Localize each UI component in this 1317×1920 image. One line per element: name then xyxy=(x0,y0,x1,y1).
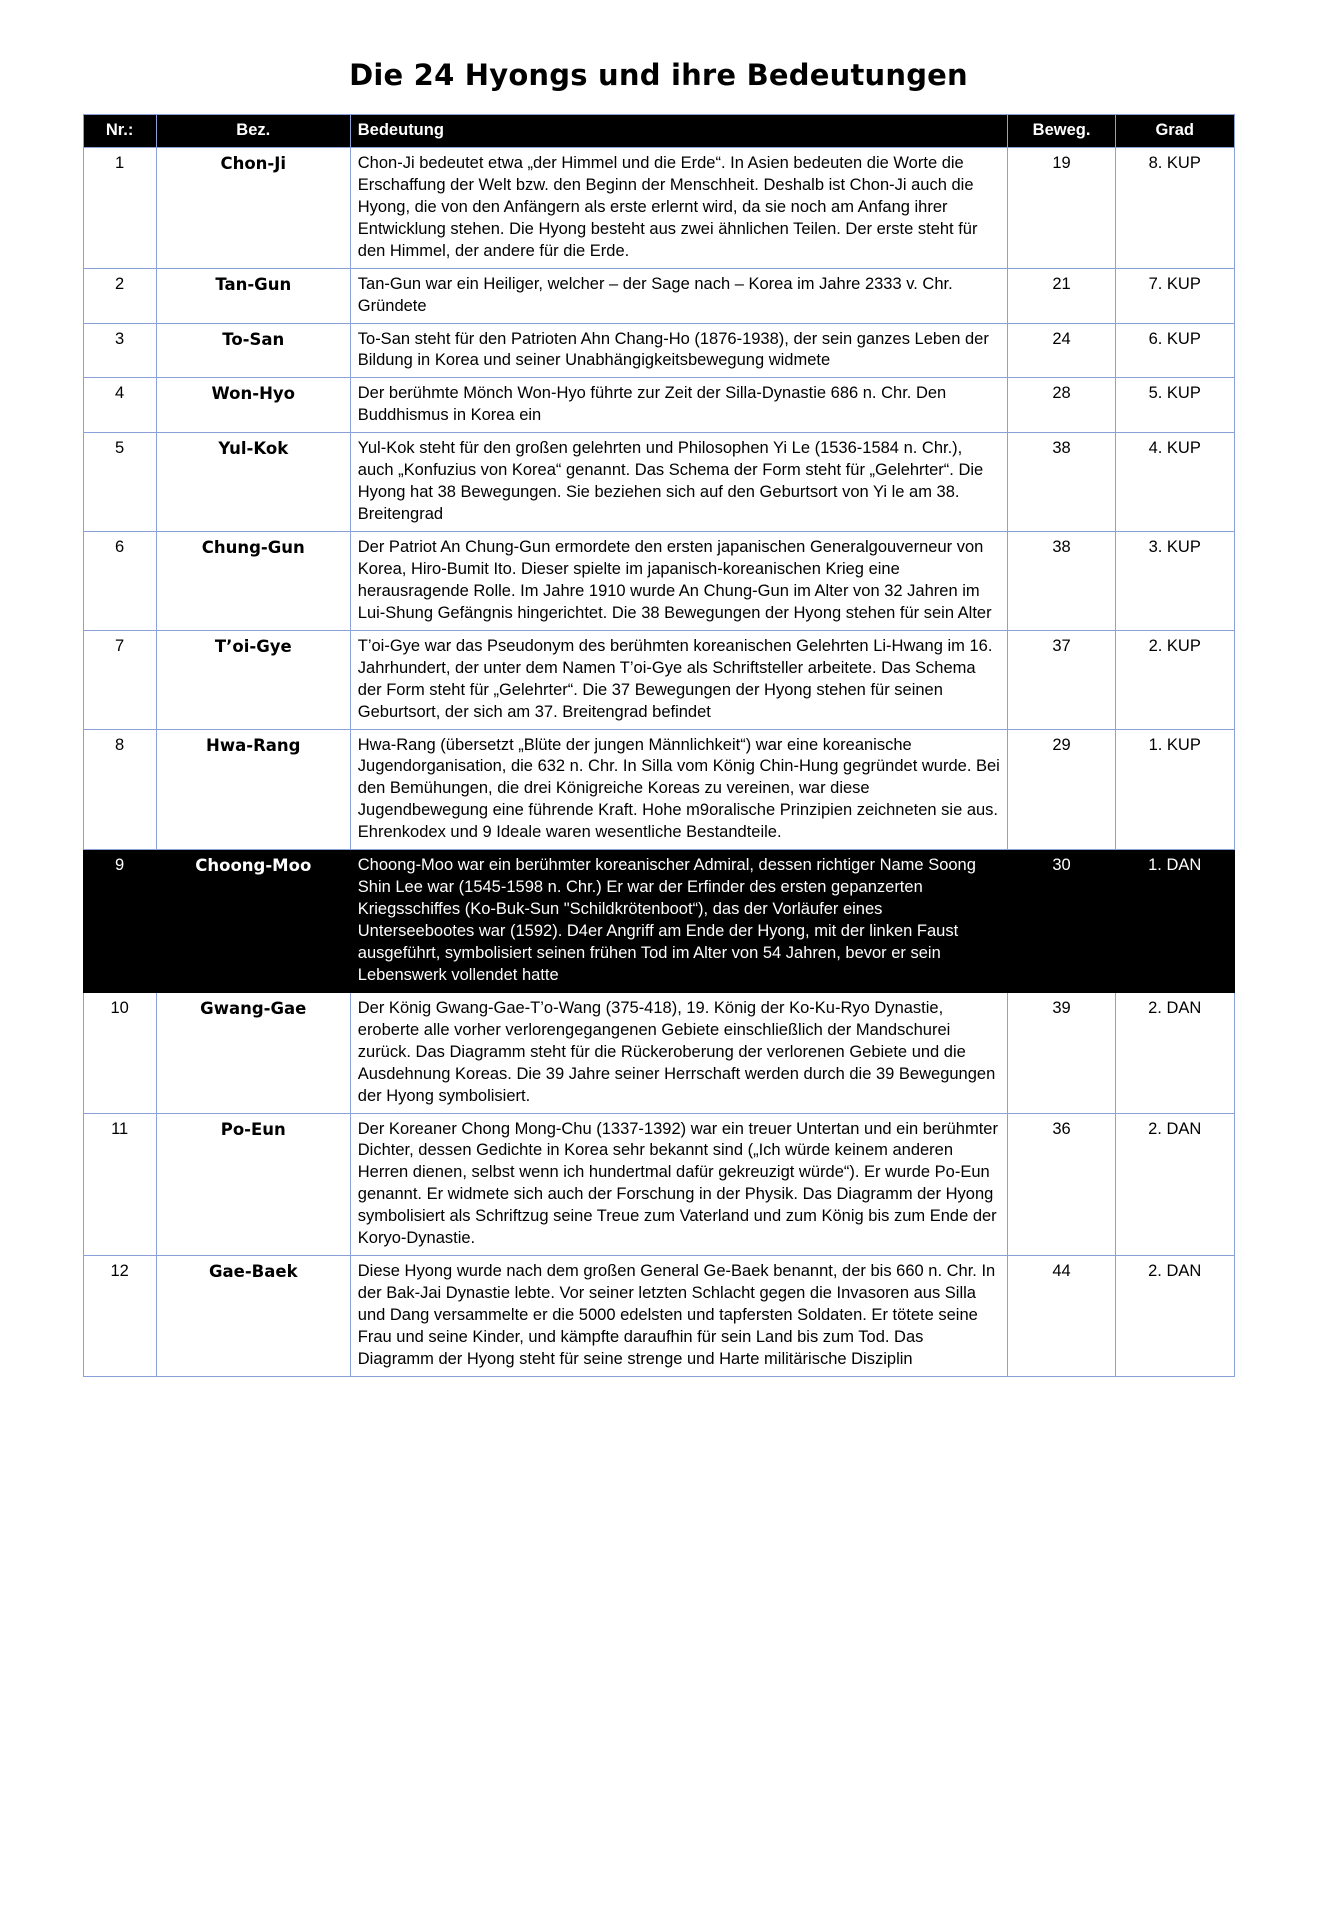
table-row xyxy=(83,378,1234,433)
table-row xyxy=(83,147,1234,268)
cell-grade: 3. KUP xyxy=(1115,532,1234,631)
column-header-grad: Grad xyxy=(1115,115,1234,148)
cell-designation: Chon-Ji xyxy=(156,147,350,268)
cell-meaning: To-San steht für den Patrioten Ahn Chang-Ho (1876-1938), der sein ganzes Leben der Bildung in Korea und seiner Unabhängigkeitsbewegung widmete xyxy=(350,323,1007,378)
cell-number: 3 xyxy=(83,323,156,378)
cell-number: 8 xyxy=(83,729,156,850)
page-title: Die 24 Hyongs und ihre Bedeutungen xyxy=(349,58,968,92)
cell-designation: Po-Eun xyxy=(156,1113,350,1256)
cell-movements: 21 xyxy=(1008,268,1116,323)
cell-movements: 28 xyxy=(1008,378,1116,433)
cell-meaning: Der berühmte Mönch Won-Hyo führte zur Zeit der Silla-Dynastie 686 n. Chr. Den Buddhismus in Korea ein xyxy=(350,378,1007,433)
hyong-table xyxy=(83,114,1235,1377)
cell-meaning: Chon-Ji bedeutet etwa „der Himmel und die Erde“. In Asien bedeuten die Worte die Erschaffung der Welt bzw. den Beginn der Menschheit. Deshalb ist Chon-Ji auch die Hyong, die von den Anfängern als erste erlernt wird, da sie noch am Anfang ihrer Entwicklung stehen. Die Hyong besteht aus zwei ähnlichen Teilen. Der erste steht für den Himmel, der andere für die Erde. xyxy=(350,147,1007,268)
cell-grade: 2. DAN xyxy=(1115,1256,1234,1377)
cell-number: 10 xyxy=(83,992,156,1113)
table-row xyxy=(83,1256,1234,1377)
cell-number: 9 xyxy=(83,850,156,993)
cell-meaning: Choong-Moo war ein berühmter koreanischer Admiral, dessen richtiger Name Soong Shin Lee war (1545-1598 n. Chr.) Er war der Erfinder des ersten gepanzerten Kriegsschiffes (Ko-Buk-Sun "Schildkrötenboot“), das der Vorläufer eines Unterseebootes war (1592). D4er Angriff am Ende der Hyong, mit der linken Faust ausgeführt, symbolisiert seinen frühen Tod im Alter von 54 Jahren, bevor er sein Lebenswerk vollendet hatte xyxy=(350,850,1007,993)
cell-grade: 2. DAN xyxy=(1115,992,1234,1113)
cell-designation: Chung-Gun xyxy=(156,532,350,631)
cell-meaning: Hwa-Rang (übersetzt „Blüte der jungen Männlichkeit“) war eine koreanische Jugendorganisation, die 632 n. Chr. In Silla vom König Chin-Hung gegründet wurde. Bei den Bemühungen, die drei Königreiche Koreas zu vereinen, war diese Jugendbewegung eine führende Kraft. Hohe m9oralische Prinzipien zeichneten sie aus. Ehrenkodex und 9 Ideale waren wesentliche Bestandteile. xyxy=(350,729,1007,850)
table-row xyxy=(83,532,1234,631)
cell-movements: 44 xyxy=(1008,1256,1116,1377)
column-header-beweg: Beweg. xyxy=(1008,115,1116,148)
table-row xyxy=(83,850,1234,993)
cell-designation: Hwa-Rang xyxy=(156,729,350,850)
cell-meaning: Der Patriot An Chung-Gun ermordete den ersten japanischen Generalgouverneur von Korea, Hiro-Bumit Ito. Dieser spielte im japanisch-koreanischen Krieg eine herausragende Rolle. Im Jahre 1910 wurde An Chung-Gun im Alter von 32 Jahren im Lui-Shung Gefängnis hingerichtet. Die 38 Bewegungen der Hyong stehen für sein Alter xyxy=(350,532,1007,631)
table-row xyxy=(83,323,1234,378)
column-header-bedeutung: Bedeutung xyxy=(350,115,1007,148)
cell-movements: 39 xyxy=(1008,992,1116,1113)
cell-designation: Yul-Kok xyxy=(156,433,350,532)
cell-designation: To-San xyxy=(156,323,350,378)
table-row xyxy=(83,1113,1234,1256)
cell-grade: 1. KUP xyxy=(1115,729,1234,850)
cell-designation: Gae-Baek xyxy=(156,1256,350,1377)
cell-grade: 1. DAN xyxy=(1115,850,1234,993)
cell-grade: 2. KUP xyxy=(1115,630,1234,729)
cell-designation: Won-Hyo xyxy=(156,378,350,433)
cell-movements: 37 xyxy=(1008,630,1116,729)
table-row xyxy=(83,433,1234,532)
cell-number: 7 xyxy=(83,630,156,729)
cell-movements: 19 xyxy=(1008,147,1116,268)
table-row xyxy=(83,992,1234,1113)
cell-meaning: Der Koreaner Chong Mong-Chu (1337-1392) war ein treuer Untertan und ein berühmter Dichter, dessen Gedichte in Korea sehr bekannt sind („Ich würde keinem anderen Herren dienen, selbst wenn ich hundertmal dafür gekreuzigt würde“). Er wurde Po-Eun genannt. Er widmete sich auch der Forschung in der Physik. Das Diagramm der Hyong symbolisiert als Schriftzug seine Treue zum Vaterland und zum König bis zum Ende der Koryo-Dynastie. xyxy=(350,1113,1007,1256)
cell-meaning: T’oi-Gye war das Pseudonym des berühmten koreanischen Gelehrten Li-Hwang im 16. Jahrhundert, der unter dem Namen T’oi-Gye als Schriftsteller arbeitete. Das Schema der Form steht für „Gelehrter“. Die 37 Bewegungen der Hyong stehen für seinen Geburtsort, der sich am 37. Breitengrad befindet xyxy=(350,630,1007,729)
cell-meaning: Diese Hyong wurde nach dem großen General Ge-Baek benannt, der bis 660 n. Chr. In der Bak-Jai Dynastie lebte. Vor seiner letzten Schlacht gegen die Invasoren aus Silla und Dang versammelte er die 5000 edelsten und tapfersten Soldaten. Er tötete seine Frau und seine Kinder, und kämpfte daraufhin für sein Land bis zum Tod. Das Diagramm der Hyong steht für seine strenge und Harte militärische Disziplin xyxy=(350,1256,1007,1377)
cell-grade: 4. KUP xyxy=(1115,433,1234,532)
table-row xyxy=(83,630,1234,729)
cell-designation: Tan-Gun xyxy=(156,268,350,323)
cell-movements: 29 xyxy=(1008,729,1116,850)
cell-meaning: Tan-Gun war ein Heiliger, welcher – der Sage nach – Korea im Jahre 2333 v. Chr. Gründete xyxy=(350,268,1007,323)
cell-designation: Gwang-Gae xyxy=(156,992,350,1113)
cell-grade: 8. KUP xyxy=(1115,147,1234,268)
cell-grade: 6. KUP xyxy=(1115,323,1234,378)
cell-number: 12 xyxy=(83,1256,156,1377)
cell-number: 4 xyxy=(83,378,156,433)
cell-meaning: Der König Gwang-Gae-T’o-Wang (375-418), 19. König der Ko-Ku-Ryo Dynastie, eroberte alle vorher verlorengegangenen Gebiete einschließlich der Mandschurei zurück. Das Diagramm steht für die Rückeroberung der verlorenen Gebiete und die Ausdehnung Koreas. Die 39 Jahre seiner Herrschaft werden durch die 39 Bewegungen der Hyong symbolisiert. xyxy=(350,992,1007,1113)
cell-designation: Choong-Moo xyxy=(156,850,350,993)
table-body xyxy=(83,147,1234,1376)
cell-movements: 38 xyxy=(1008,433,1116,532)
cell-movements: 24 xyxy=(1008,323,1116,378)
table-header-row xyxy=(83,115,1234,148)
cell-grade: 7. KUP xyxy=(1115,268,1234,323)
column-header-nr: Nr.: xyxy=(83,115,156,148)
cell-movements: 36 xyxy=(1008,1113,1116,1256)
cell-number: 5 xyxy=(83,433,156,532)
cell-movements: 38 xyxy=(1008,532,1116,631)
cell-number: 6 xyxy=(83,532,156,631)
column-header-bez: Bez. xyxy=(156,115,350,148)
table-row xyxy=(83,729,1234,850)
table-header xyxy=(83,115,1234,148)
cell-meaning: Yul-Kok steht für den großen gelehrten und Philosophen Yi Le (1536-1584 n. Chr.), auch „Konfuzius von Korea“ genannt. Das Schema der Form steht für „Gelehrter“. Die Hyong hat 38 Bewegungen. Sie beziehen sich auf den Geburtsort von Yi le am 38. Breitengrad xyxy=(350,433,1007,532)
cell-grade: 5. KUP xyxy=(1115,378,1234,433)
table-row xyxy=(83,268,1234,323)
cell-number: 2 xyxy=(83,268,156,323)
cell-number: 1 xyxy=(83,147,156,268)
cell-number: 11 xyxy=(83,1113,156,1256)
cell-designation: T’oi-Gye xyxy=(156,630,350,729)
cell-grade: 2. DAN xyxy=(1115,1113,1234,1256)
cell-movements: 30 xyxy=(1008,850,1116,993)
